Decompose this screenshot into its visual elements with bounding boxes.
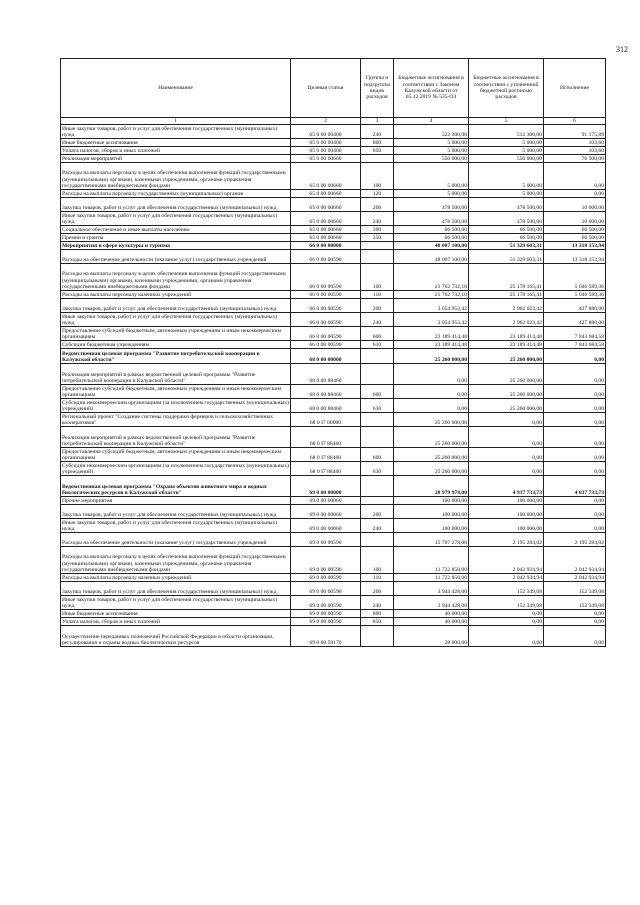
row-execution: 2 042 934,94 [544, 574, 606, 582]
header-target-article: Целевая статья [291, 59, 361, 118]
row-law-allocation: 0,00 [394, 385, 469, 399]
row-target-article: 65 0 00 00660 [291, 190, 361, 198]
row-expense-group: 200 [361, 505, 394, 519]
row-target-article: 65 0 00 00400 [291, 139, 361, 147]
table-row [61, 385, 606, 399]
table-row [61, 596, 606, 610]
row-target-article: 69 0 00 00000 [291, 476, 361, 497]
row-target-article: 65 0 00 00660 [291, 155, 361, 163]
row-name: Иные бюджетные ассигнования [61, 139, 291, 147]
row-expense-group: 200 [361, 299, 394, 313]
row-name: Расходы на выплаты персоналу в целях обеспечения выполнения функций государственными (муниципальными) органами, казенными учреждениями, органами управления государственными внебюджетными фондами [61, 264, 291, 291]
row-expense-group: 800 [361, 139, 394, 147]
row-law-allocation: 0,00 [394, 364, 469, 385]
row-expense-group: 100 [361, 547, 394, 574]
row-name: Иные закупки товаров, работ и услуг для обеспечения государственных (муниципальных) нужд [61, 313, 291, 327]
table-row [61, 497, 606, 505]
row-target-article: 69 0 00 00060 [291, 519, 361, 533]
row-expense-group [361, 533, 394, 547]
row-target-article: 65 0 00 00660 [291, 234, 361, 242]
row-law-allocation: 25 260 000,00 [394, 448, 469, 462]
row-execution: 0,00 [544, 427, 606, 448]
row-adjusted-allocation: 2 042 934,94 [469, 547, 544, 574]
table-row [61, 163, 606, 190]
table-row [61, 147, 606, 155]
row-target-article: 69 0 00 00590 [291, 582, 361, 596]
row-expense-group: 110 [361, 574, 394, 582]
row-name: Субсидии бюджетным учреждениям [61, 341, 291, 349]
column-number: 3 [361, 118, 394, 125]
table-row [61, 242, 606, 250]
table-row [61, 364, 606, 385]
row-law-allocation: 11 722 850,00 [394, 547, 469, 574]
table-row [61, 610, 606, 618]
row-name: Уплата налогов, сборов и иных платежей [61, 618, 291, 626]
row-law-allocation: 15 707 278,00 [394, 533, 469, 547]
row-adjusted-allocation: 25 260 000,00 [469, 364, 544, 385]
row-adjusted-allocation: 100 000,00 [469, 519, 544, 533]
row-adjusted-allocation: 4 937 733,73 [469, 476, 544, 497]
row-adjusted-allocation: 5 000,00 [469, 147, 544, 155]
row-adjusted-allocation: 0,00 [469, 462, 544, 476]
row-execution: 0,00 [544, 626, 606, 647]
row-law-allocation: 478 500,00 [394, 198, 469, 212]
row-target-article: 66 0 00 00590 [291, 291, 361, 299]
table-row [61, 582, 606, 596]
budget-table [60, 58, 606, 647]
row-name: Расходы на обеспечение деятельности (оказание услуг) государственных учреждений [61, 250, 291, 264]
table-row [61, 399, 606, 413]
row-target-article: 68 0 I7 88460 [291, 462, 361, 476]
row-adjusted-allocation: 478 500,00 [469, 212, 544, 226]
row-adjusted-allocation: 51 329 603,31 [469, 242, 544, 250]
row-name: Региональный проект "Создание системы поддержки фермеров и сельскохозяйственных кооперативов" [61, 413, 291, 427]
column-number: 1 [61, 118, 291, 125]
row-execution: 66 500,00 [544, 226, 606, 234]
row-execution: 427 880,00 [544, 299, 606, 313]
row-execution: 0,00 [544, 385, 606, 399]
row-law-allocation: 21 762 732,10 [394, 291, 469, 299]
row-law-allocation: 28 000,00 [394, 626, 469, 647]
row-target-article: 66 0 00 00590 [291, 327, 361, 341]
table-row [61, 618, 606, 626]
row-target-article: 69 0 00 00590 [291, 618, 361, 626]
table-row [61, 476, 606, 497]
row-law-allocation: 3 054 953,42 [394, 299, 469, 313]
row-law-allocation: 40 000,00 [394, 610, 469, 618]
column-number: 4 [394, 118, 469, 125]
row-law-allocation: 5 000,00 [394, 147, 469, 155]
column-number: 2 [291, 118, 361, 125]
row-execution: 0,00 [544, 497, 606, 505]
table-row [61, 291, 606, 299]
table-row [61, 139, 606, 147]
row-expense-group: 630 [361, 399, 394, 413]
table-row [61, 427, 606, 448]
row-name: Предоставление субсидий бюджетным, автономным учреждениям и иным некоммерческим организациям [61, 327, 291, 341]
row-expense-group: 100 [361, 163, 394, 190]
row-target-article: 68 0 00 88460 [291, 364, 361, 385]
row-adjusted-allocation: 2 962 023,42 [469, 299, 544, 313]
row-law-allocation: 48 007 100,00 [394, 250, 469, 264]
row-name: Реализация мероприятий в рамках ведомственной целевой программы "Развитие потребительской кооперации в Калужской области" [61, 427, 291, 448]
row-expense-group [361, 349, 394, 364]
row-adjusted-allocation: 550 000,00 [469, 155, 544, 163]
row-law-allocation: 5 000,00 [394, 190, 469, 198]
row-target-article: 66 0 00 00590 [291, 313, 361, 327]
header-execution: Исполнение [544, 59, 606, 118]
row-target-article: 65 0 00 00660 [291, 212, 361, 226]
row-execution: 0,00 [544, 448, 606, 462]
row-name: Ведомственная целевая программа "Охрана объектов животного мира и водных биологических ресурсов в Калужской области" [61, 476, 291, 497]
column-numbers-row [61, 118, 606, 125]
row-expense-group: 240 [361, 125, 394, 139]
row-adjusted-allocation: 66 500,00 [469, 226, 544, 234]
row-name: Расходы на выплаты персоналу в целях обеспечения выполнения функций государственными (муниципальными) органами, казенными учреждениями, органами управления государственными внебюджетными фондами [61, 163, 291, 190]
row-target-article: 68 0 I7 00000 [291, 413, 361, 427]
row-name: Уплата налогов, сборов и иных платежей [61, 147, 291, 155]
row-adjusted-allocation: 25 178 165,41 [469, 291, 544, 299]
table-row [61, 413, 606, 427]
row-adjusted-allocation: 2 042 934,94 [469, 574, 544, 582]
row-adjusted-allocation: 25 260 000,00 [469, 349, 544, 364]
row-name: Иные бюджетные ассигнования [61, 610, 291, 618]
row-adjusted-allocation: 152 349,08 [469, 582, 544, 596]
row-name: Предоставление субсидий бюджетным, автономным учреждениям и иным некоммерческим организациям [61, 385, 291, 399]
row-execution: 0,00 [544, 618, 606, 626]
table-row [61, 299, 606, 313]
row-adjusted-allocation: 23 189 414,48 [469, 327, 544, 341]
header-expense-group: Группы и подгруппы видов расходов [361, 59, 394, 118]
row-target-article: 66 0 00 00590 [291, 264, 361, 291]
row-law-allocation: 48 007 100,00 [394, 242, 469, 250]
row-name: Закупка товаров, работ и услуг для обеспечения государственных (муниципальных) нужд [61, 505, 291, 519]
row-adjusted-allocation: 23 189 414,48 [469, 341, 544, 349]
row-target-article: 68 0 I7 88460 [291, 448, 361, 462]
row-execution: 13 318 153,94 [544, 242, 606, 250]
row-target-article: 69 0 00 00590 [291, 533, 361, 547]
row-target-article: 68 0 00 88460 [291, 399, 361, 413]
row-execution: 13 318 153,94 [544, 250, 606, 264]
row-target-article: 66 0 00 00000 [291, 242, 361, 250]
row-execution: 0,00 [544, 163, 606, 190]
table-row [61, 349, 606, 364]
header-name: Наименование [61, 59, 291, 118]
row-name: Премии и гранты [61, 234, 291, 242]
row-law-allocation: 23 189 414,48 [394, 341, 469, 349]
table-row [61, 234, 606, 242]
row-target-article: 69 0 00 00590 [291, 547, 361, 574]
row-name: Реализация мероприятий [61, 155, 291, 163]
table-row [61, 448, 606, 462]
row-expense-group: 240 [361, 596, 394, 610]
row-expense-group: 120 [361, 190, 394, 198]
row-execution: 66 500,00 [544, 234, 606, 242]
row-name: Расходы на выплаты персоналу в целях обеспечения выполнения функций государственными (муниципальными) органами, казенными учреждениями, органами управления государственными внебюджетными фондами [61, 547, 291, 574]
table-row [61, 533, 606, 547]
row-target-article: 69 0 00 00590 [291, 610, 361, 618]
row-execution: 0,00 [544, 519, 606, 533]
row-target-article: 66 0 00 00590 [291, 299, 361, 313]
row-name: Социальное обеспечение и иные выплаты населению [61, 226, 291, 234]
row-name: Иные закупки товаров, работ и услуг для обеспечения государственных (муниципальных) нужд [61, 212, 291, 226]
row-law-allocation: 550 000,00 [394, 155, 469, 163]
row-name: Прочие мероприятия [61, 497, 291, 505]
row-law-allocation: 100 000,00 [394, 519, 469, 533]
row-adjusted-allocation: 5 000,00 [469, 190, 544, 198]
row-law-allocation: 522 300,00 [394, 125, 469, 139]
row-law-allocation: 3 944 428,00 [394, 596, 469, 610]
table-row [61, 198, 606, 212]
row-execution: 103,60 [544, 139, 606, 147]
row-target-article: 69 0 00 00060 [291, 505, 361, 519]
row-name: Реализация мероприятий в рамках ведомственной целевой программы "Развитие потребительской кооперации в Калужской области" [61, 364, 291, 385]
row-expense-group: 600 [361, 385, 394, 399]
row-name: Расходы на обеспечение деятельности (оказание услуг) государственных учреждений [61, 533, 291, 547]
table-row [61, 547, 606, 574]
row-law-allocation: 5 000,00 [394, 139, 469, 147]
row-execution: 152 349,08 [544, 596, 606, 610]
table-row [61, 505, 606, 519]
row-adjusted-allocation: 25 260 000,00 [469, 399, 544, 413]
row-expense-group [361, 497, 394, 505]
row-target-article: 68 0 I7 88460 [291, 427, 361, 448]
row-adjusted-allocation: 51 329 603,31 [469, 250, 544, 264]
row-expense-group: 200 [361, 198, 394, 212]
row-target-article: 66 0 00 00590 [291, 341, 361, 349]
row-name: Иные закупки товаров, работ и услуг для обеспечения государственных (муниципальных) нужд [61, 519, 291, 533]
row-expense-group: 110 [361, 291, 394, 299]
row-adjusted-allocation: 25 178 165,41 [469, 264, 544, 291]
row-adjusted-allocation: 66 500,00 [469, 234, 544, 242]
row-law-allocation: 21 762 732,10 [394, 264, 469, 291]
row-execution: 5 046 589,36 [544, 291, 606, 299]
row-expense-group: 350 [361, 234, 394, 242]
row-law-allocation: 25 260 000,00 [394, 427, 469, 448]
row-expense-group: 100 [361, 264, 394, 291]
row-law-allocation: 66 500,00 [394, 234, 469, 242]
row-expense-group: 600 [361, 448, 394, 462]
row-execution: 0,00 [544, 413, 606, 427]
table-row [61, 264, 606, 291]
row-name: Субсидии некоммерческим организациям (за исключением государственных (муниципальных) учреждений) [62, 462, 289, 475]
row-execution: 2 042 934,94 [544, 547, 606, 574]
row-law-allocation: 25 260 000,00 [394, 462, 469, 476]
table-row [61, 462, 606, 476]
row-adjusted-allocation: 0,00 [469, 448, 544, 462]
row-name: Предоставление субсидий бюджетным, автономным учреждениям и иным некоммерческим организациям [61, 448, 291, 462]
row-expense-group: 240 [361, 519, 394, 533]
row-law-allocation: 3 944 428,00 [394, 582, 469, 596]
row-execution: 152 349,08 [544, 582, 606, 596]
row-expense-group: 240 [361, 313, 394, 327]
row-execution: 10 000,00 [544, 212, 606, 226]
row-adjusted-allocation: 2 195 284,02 [469, 533, 544, 547]
table-row [61, 212, 606, 226]
row-expense-group: 600 [361, 327, 394, 341]
row-expense-group: 850 [361, 147, 394, 155]
row-expense-group [361, 155, 394, 163]
row-name: Закупка товаров, работ и услуг для обеспечения государственных (муниципальных) нужд [61, 299, 291, 313]
row-expense-group [361, 476, 394, 497]
row-expense-group: 800 [361, 610, 394, 618]
row-law-allocation: 66 500,00 [394, 226, 469, 234]
row-expense-group [361, 626, 394, 647]
row-target-article: 69 0 00 00590 [291, 596, 361, 610]
row-execution: 0,00 [544, 349, 606, 364]
row-adjusted-allocation: 25 260 000,00 [469, 385, 544, 399]
row-execution: 0,00 [544, 364, 606, 385]
row-adjusted-allocation: 5 000,00 [469, 139, 544, 147]
row-adjusted-allocation: 5 000,00 [469, 163, 544, 190]
row-adjusted-allocation: 2 962 023,42 [469, 313, 544, 327]
row-law-allocation: 28 979 978,00 [394, 476, 469, 497]
row-target-article: 69 0 00 00590 [291, 574, 361, 582]
row-adjusted-allocation: 478 500,00 [469, 198, 544, 212]
table-row [61, 226, 606, 234]
column-number: 5 [469, 118, 544, 125]
row-law-allocation: 11 722 850,00 [394, 574, 469, 582]
row-adjusted-allocation: 0,00 [469, 413, 544, 427]
row-expense-group: 300 [361, 226, 394, 234]
row-target-article: 65 0 00 00400 [291, 125, 361, 139]
table-row [61, 327, 606, 341]
table-row [61, 155, 606, 163]
table-row [61, 313, 606, 327]
table-header-row [61, 59, 606, 118]
row-name: Мероприятия в сфере культуры и туризма [61, 242, 291, 250]
row-name: Расходы на выплаты персоналу государственных (муниципальных) органов [61, 190, 291, 198]
row-name: Закупка товаров, работ и услуг для обеспечения государственных (муниципальных) нужд [61, 582, 291, 596]
row-law-allocation: 25 260 000,00 [394, 349, 469, 364]
row-expense-group: 630 [361, 462, 394, 476]
row-expense-group [361, 242, 394, 250]
row-adjusted-allocation: 0,00 [469, 610, 544, 618]
row-adjusted-allocation: 152 349,08 [469, 596, 544, 610]
row-adjusted-allocation: 0,00 [469, 618, 544, 626]
column-number: 6 [544, 118, 606, 125]
row-name: Расходы на выплаты персоналу казенных учреждений [61, 291, 291, 299]
row-target-article: 65 0 00 00660 [291, 226, 361, 234]
table-row [61, 250, 606, 264]
row-law-allocation: 3 054 953,42 [394, 313, 469, 327]
row-target-article: 69 0 00 59170 [291, 626, 361, 647]
row-adjusted-allocation: 100 000,00 [469, 505, 544, 519]
row-adjusted-allocation: 0,00 [469, 427, 544, 448]
row-target-article: 68 0 00 88460 [291, 385, 361, 399]
table-row [61, 574, 606, 582]
row-name: Субсидии некоммерческим организациям (за исключением государственных (муниципальных) учреждений) [62, 399, 289, 412]
table-row [61, 341, 606, 349]
row-execution: 0,00 [544, 462, 606, 476]
row-execution: 10 000,00 [544, 198, 606, 212]
row-expense-group: 200 [361, 582, 394, 596]
row-execution: 7 843 684,58 [544, 341, 606, 349]
row-name: Расходы на выплаты персоналу казенных учреждений [61, 574, 291, 582]
row-execution: 0,00 [544, 505, 606, 519]
row-law-allocation: 0,00 [394, 399, 469, 413]
table-row [61, 190, 606, 198]
row-expense-group [361, 364, 394, 385]
row-target-article: 69 0 00 00060 [291, 497, 361, 505]
header-adjusted-allocation: Бюджетные ассигнования в соответствии с уточненной бюджетной росписью расходов [469, 59, 544, 118]
row-name: Закупка товаров, работ и услуг для обеспечения государственных (муниципальных) нужд [61, 198, 291, 212]
table-row [61, 626, 606, 647]
row-law-allocation: 25 260 000,00 [394, 413, 469, 427]
row-law-allocation: 478 500,00 [394, 212, 469, 226]
row-name: Иные закупки товаров, работ и услуг для обеспечения государственных (муниципальных) нужд [61, 125, 291, 139]
row-law-allocation: 100 000,00 [394, 505, 469, 519]
row-execution: 0,00 [544, 190, 606, 198]
table-row [61, 519, 606, 533]
row-target-article: 68 0 00 00000 [291, 349, 361, 364]
row-execution: 5 046 589,36 [544, 264, 606, 291]
row-execution: 76 500,00 [544, 155, 606, 163]
row-target-article: 65 0 00 00660 [291, 198, 361, 212]
row-law-allocation: 100 000,00 [394, 497, 469, 505]
row-target-article: 65 0 00 00660 [291, 163, 361, 190]
row-expense-group: 850 [361, 618, 394, 626]
row-expense-group: 240 [361, 212, 394, 226]
row-expense-group [361, 427, 394, 448]
header-law-allocation: Бюджетные ассигнования в соответствии с Законом Калужской области от 05.12.2019 № 535-ОЗ [394, 59, 469, 118]
row-name: Осуществление переданных полномочий Российской Федерации в области организации, регулирования и охраны водных биологических ресурсов [61, 626, 291, 647]
row-law-allocation: 40 000,00 [394, 618, 469, 626]
row-adjusted-allocation: 512 300,00 [469, 125, 544, 139]
row-execution: 7 843 684,58 [544, 327, 606, 341]
row-execution: 103,60 [544, 147, 606, 155]
row-execution: 4 837 733,73 [544, 476, 606, 497]
row-expense-group: 610 [361, 341, 394, 349]
row-law-allocation: 5 000,00 [394, 163, 469, 190]
row-execution: 0,00 [544, 610, 606, 618]
row-name: Ведомственная целевая программа "Развитие потребительской кооперации в Калужской области" [61, 349, 291, 364]
page-number: 312 [616, 45, 628, 54]
row-adjusted-allocation: 0,00 [469, 626, 544, 647]
row-execution: 91 175,89 [544, 125, 606, 139]
row-adjusted-allocation: 100 000,00 [469, 497, 544, 505]
row-expense-group [361, 250, 394, 264]
table-row [61, 125, 606, 139]
row-name: Иные закупки товаров, работ и услуг для обеспечения государственных (муниципальных) нужд [61, 596, 291, 610]
row-execution: 2 195 284,02 [544, 533, 606, 547]
row-target-article: 66 0 00 00590 [291, 250, 361, 264]
row-law-allocation: 23 189 414,48 [394, 327, 469, 341]
row-execution: 0,00 [544, 399, 606, 413]
row-target-article: 65 0 00 00400 [291, 147, 361, 155]
row-expense-group [361, 413, 394, 427]
row-execution: 427 880,00 [544, 313, 606, 327]
